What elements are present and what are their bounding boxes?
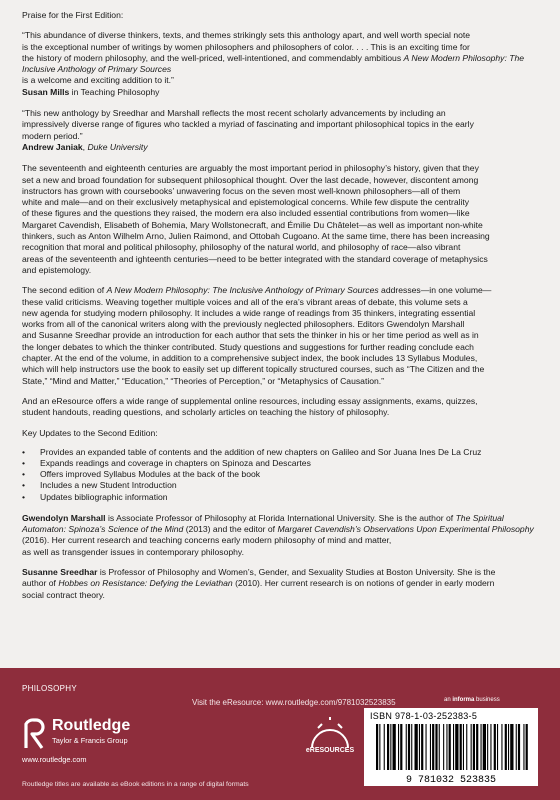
paragraph-line: the longer debates to which the thinker contributed. Study questions and suggestions for further reading conclude each	[22, 341, 474, 352]
bio-name: Susanne Sreedhar	[22, 567, 98, 577]
paragraph-line: and Susanne Sreedhar provide an introduction for each author that sets the thinker in his or her time period as well as in	[22, 330, 479, 341]
quote-1-line: is the exceptional number of writings by women philosophers and philosophers of color. . . . This is an exciting time for	[22, 41, 470, 52]
quote-1-author: Susan Mills	[22, 86, 70, 97]
barcode-bar	[471, 724, 472, 770]
praise-heading: Praise for the First Edition:	[22, 10, 124, 20]
paragraph-line: thinkers, such as Anton Wilhelm Arno, Julien Raimond, and Ottobah Cugoano. At the same time, there has been increasing	[22, 231, 490, 242]
eresources-logo-icon	[304, 712, 356, 764]
informa-business-label: an informa business	[444, 697, 500, 703]
barcode-bar	[400, 724, 402, 770]
bio-line	[22, 513, 540, 547]
quote-1-book-title: A New Modern Philosophy: The Inclusive Anthology of Primary Sources	[22, 52, 525, 75]
barcode-bar	[523, 724, 524, 770]
barcode-bar	[379, 724, 380, 770]
paragraph-text: addresses—in one volume—	[378, 285, 492, 296]
barcode-bar	[483, 724, 486, 770]
publisher-url[interactable]: www.routledge.com	[22, 755, 87, 764]
quote-2-author: Andrew Janiak	[22, 141, 83, 152]
paragraph-line: And an eResource offers a wide range of supplemental online resources, including essay assignments, exams, quizzes,	[22, 395, 478, 406]
barcode-digits: 9 781032 523835	[405, 775, 497, 784]
paragraph-line: chapter. At the end of the volume, in addition to a comprehensive subject index, the book includes 13 Syllabus Modules,	[22, 353, 478, 364]
list-item: • Expands readings and coverage in chapters on Spinoza and Descartes	[40, 458, 540, 469]
barcode-bar	[387, 724, 389, 770]
barcode-bar	[449, 724, 451, 770]
bio-book-title: Hobbes on Resistance: Defying the Leviathan	[58, 578, 233, 589]
list-item: • Provides an expanded table of contents and the addition of new chapters on Galileo and Sor Juana Ines De La Cruz	[40, 447, 540, 458]
barcode-bar	[518, 724, 520, 770]
barcode-bar	[510, 724, 513, 770]
paragraph-line: recognition that moral and political philosophy, philosophy of the natural world, and philosophy of race—also vibrant	[22, 242, 461, 253]
description-paragraph-2	[22, 285, 540, 387]
paragraph-line: these valid criticisms. Weaving together multiple voices and all of the era’s vibrant areas of debate, this volume sets a	[22, 296, 468, 307]
routledge-logo	[22, 716, 132, 764]
paragraph-line: white and male—and on their exclusively metaphysical and epistemological concerns. While few dispute the centrality	[22, 197, 470, 208]
barcode-bar	[516, 724, 517, 770]
subject-label: PHILOSOPHY	[22, 684, 78, 693]
paragraph-line: Margaret Cavendish, Elisabeth of Bohemia, Mary Wollstonecraft, and Émilie Du Châtelet—as well as important non-white	[22, 219, 483, 230]
barcode-bar	[490, 724, 491, 770]
bio-line: as well as transgender issues in contemporary philosophy.	[22, 546, 244, 557]
barcode-bar	[421, 724, 423, 770]
barcode-bar	[443, 724, 444, 770]
quote-2-affiliation: Duke University	[87, 141, 148, 152]
quote-1-line: is a welcome and exciting addition to it.”	[22, 75, 174, 86]
paragraph-line: set a new and broad foundation for subsequent philosophical thought. Over the last decade, however, discontent among	[22, 174, 479, 185]
barcode-bar	[466, 724, 467, 770]
list-item: • Includes a new Student Introduction	[40, 480, 540, 491]
barcode-bar	[430, 724, 431, 770]
eresource-link[interactable]: Visit the eResource: www.routledge.com/9781032523835	[192, 698, 396, 707]
paragraph-line: instructors has grown with coursebooks’ unwavering focus on the seven most well-known philosophers—all of them	[22, 185, 461, 196]
paragraph-line: State,” “Mind and Matter,” “Education,” “Theories of Perception,” or “Metaphysics of Causation.”	[22, 375, 385, 386]
barcode-bar	[419, 724, 420, 770]
barcode-bar	[476, 724, 478, 770]
paragraph-line: works from all of the canonical writers along with the previously neglected philosophers. Editors Gwendolyn Marshall	[22, 319, 465, 330]
book-title: A New Modern Philosophy: The Inclusive Anthology of Primary Sources	[106, 285, 379, 296]
quote-1-attribution	[22, 87, 540, 98]
updates-heading: Key Updates to the Second Edition:	[22, 427, 158, 438]
bio-line	[22, 578, 540, 589]
barcode-bar	[411, 724, 412, 770]
isbn-text: ISBN 978-1-03-252383-5	[370, 711, 478, 721]
barcode-bar	[384, 724, 385, 770]
bio-text: is Professor of Philosophy and Women’s, Gender, and Sexuality Studies at Boston University. She is the	[97, 567, 496, 577]
description-paragraph-1	[22, 163, 540, 276]
barcode-bar	[393, 724, 396, 770]
bio-text: (2010). Her current research is on notions of gender in early modern	[232, 578, 495, 589]
barcode-box	[364, 708, 538, 786]
paragraph-text: The second edition of	[22, 285, 107, 296]
barcode-bar	[473, 724, 475, 770]
description-paragraph-3	[22, 396, 540, 419]
barcode-bar	[463, 724, 464, 770]
praise-quote-1	[22, 30, 540, 98]
quote-1-line	[22, 53, 540, 76]
barcode-bar	[432, 724, 434, 770]
quote-1-text: the history of modern philosophy, and the well-priced, well-intentioned, and commendably ambitious	[22, 52, 404, 63]
barcode-bar	[398, 724, 399, 770]
barcode-bar	[501, 724, 502, 770]
barcode-bar	[505, 724, 507, 770]
barcode-bar	[390, 724, 391, 770]
barcode-bar	[487, 724, 488, 770]
quote-2-line: modern period.”	[22, 130, 83, 141]
footer-band	[0, 668, 560, 800]
eresources-label: eRESOURCES	[305, 747, 355, 754]
paragraph-line: The seventeenth and eighteenth centuries are arguably the most important period in philosophy’s history, given that they	[22, 163, 479, 174]
barcode-icon	[368, 722, 534, 784]
barcode-bar	[526, 724, 528, 770]
paragraph-line: which will help instructors use the book to easily set up different topically structured courses, such as “The Citizen and the	[22, 364, 485, 375]
quote-1-line: “This abundance of diverse thinkers, texts, and themes strikingly sets this anthology apart, and well worth special note	[22, 30, 471, 41]
barcode-bar	[508, 724, 509, 770]
barcode-bar	[408, 724, 410, 770]
bio-text: (2013) and the editor of	[183, 524, 278, 535]
paragraph-line: student handouts, reading questions, and scholarly articles on teaching the history of philosophy.	[22, 407, 390, 418]
paragraph-line: new agenda for studying modern philosophy. It includes a wide range of readings from 35 thinkers, integrating essential	[22, 307, 476, 318]
publisher-name: Routledge	[52, 717, 131, 734]
barcode-bar	[455, 724, 458, 770]
barcode-bar	[453, 724, 454, 770]
bio-line	[22, 567, 540, 578]
barcode-bar	[435, 724, 437, 770]
barcode-bar	[415, 724, 418, 770]
barcode-bar	[426, 724, 427, 770]
bio-book-title: The Spiritual Automaton: Spinoza’s Science of the Mind	[22, 512, 504, 535]
barcode-bar	[439, 724, 440, 770]
bio-text: (2016). Her current research and teaching concerns early modern philosophy of mind and matter,	[22, 535, 392, 546]
quote-2-attribution: Andrew Janiak, Duke University	[22, 141, 148, 152]
barcode-bar	[406, 724, 407, 770]
content-column	[22, 10, 540, 601]
quote-2-line: impressively diverse range of figures who tackled a myriad of fascinating and important philosophical topics in the early	[22, 119, 474, 130]
quote-1-affiliation: in Teaching Philosophy	[69, 86, 160, 97]
ebook-note: Routledge titles are available as eBook editions in a range of digital formats	[22, 781, 249, 788]
barcode-bar	[481, 724, 482, 770]
routledge-mark-icon	[22, 718, 48, 750]
bio-text: author of	[22, 578, 59, 589]
paragraph-line: areas of the seventeenth and ighteenth centuries—need to be better integrated with the standard coverage of metaphysics	[22, 253, 488, 264]
barcode-bar	[497, 724, 498, 770]
barcode-bar	[494, 724, 496, 770]
bio-name: Gwendolyn Marshall	[22, 512, 106, 523]
paragraph-line: and epistemology.	[22, 264, 92, 275]
bio-sreedhar	[22, 567, 540, 601]
barcode-bar	[376, 724, 378, 770]
bio-line: social contract theory.	[22, 589, 105, 600]
bio-book-title: Margaret Cavendish’s Observations Upon Experimental Philosophy	[277, 524, 534, 535]
barcode-bar	[460, 724, 462, 770]
publisher-group: Taylor & Francis Group	[52, 736, 128, 745]
paragraph-line	[22, 285, 540, 296]
list-item: • Offers improved Syllabus Modules at the back of the book	[40, 469, 540, 480]
praise-quote-2	[22, 108, 540, 153]
list-item: • Updates bibliographic information	[40, 492, 540, 503]
updates-list	[22, 447, 540, 503]
quote-2-line: “This new anthology by Sreedhar and Marshall reflects the most recent scholarly advancements by including an	[22, 108, 446, 119]
bio-marshall	[22, 513, 540, 558]
barcode-bar	[446, 724, 447, 770]
paragraph-line: of these figures and the questions they raised, the modern era also included essential contributions from women—like	[22, 208, 470, 219]
bio-text: is Associate Professor of Philosophy at Florida International University. She is the author of	[105, 512, 456, 523]
